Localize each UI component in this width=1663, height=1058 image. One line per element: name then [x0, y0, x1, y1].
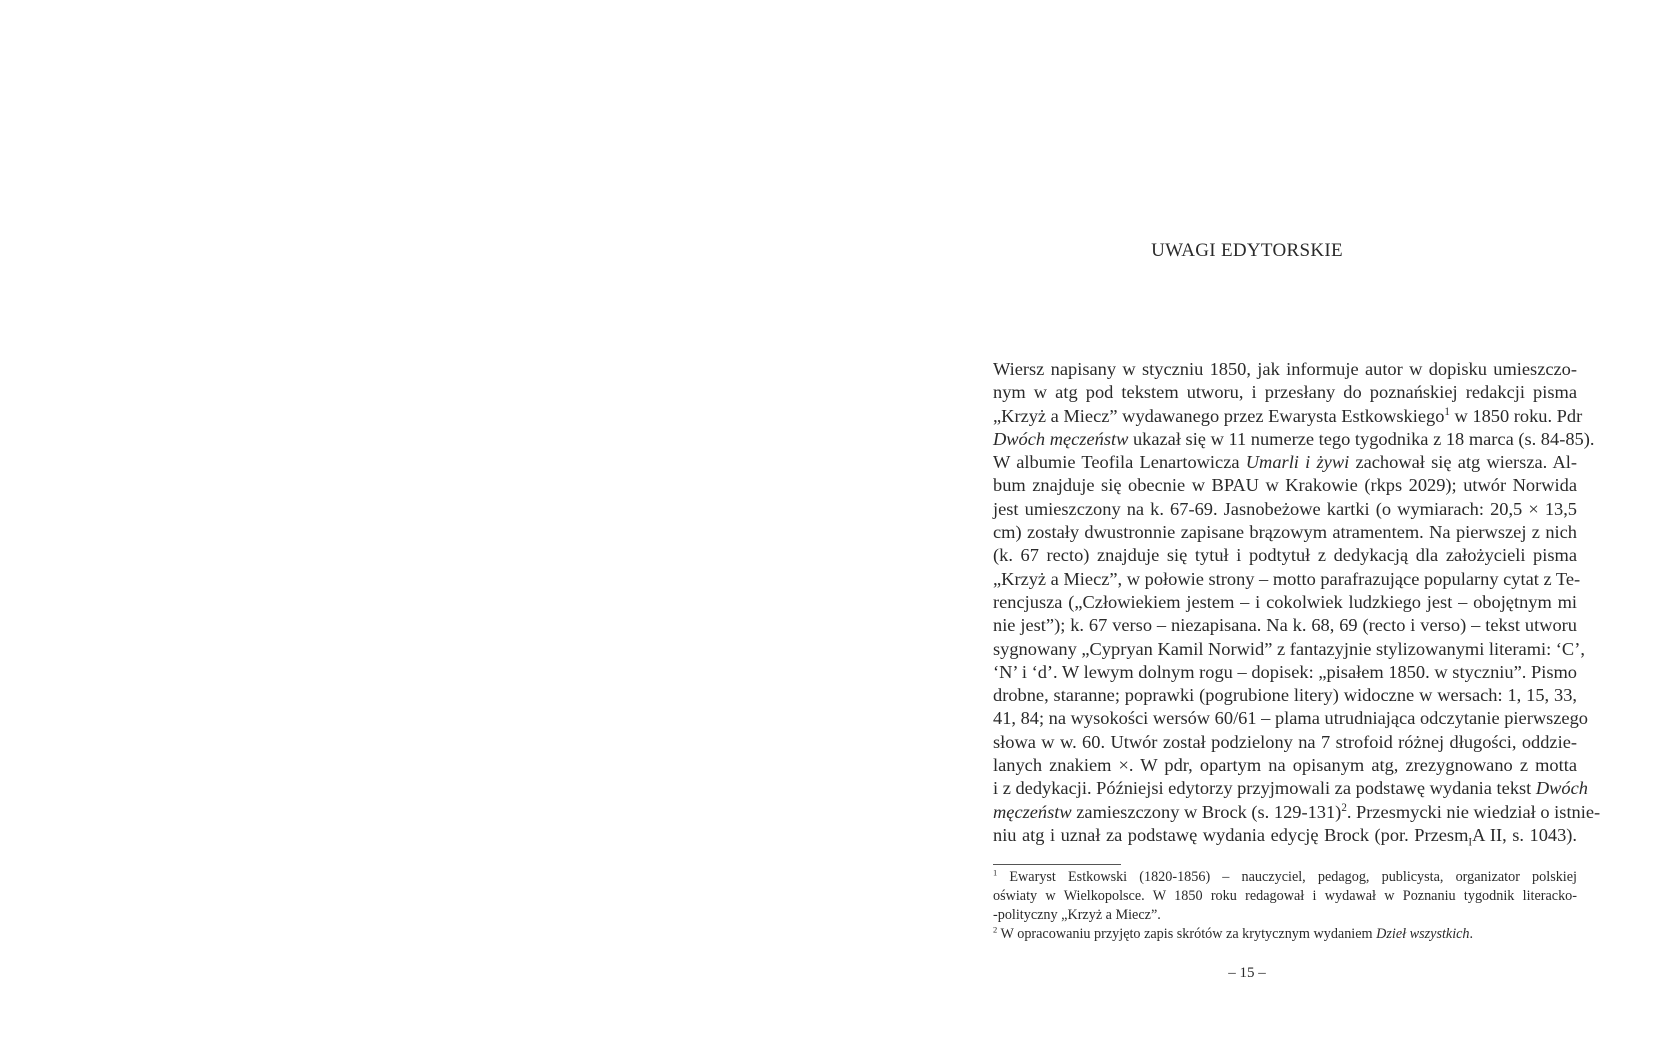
body-line [993, 568, 1581, 591]
body-line [993, 801, 1601, 824]
footnote-line [993, 925, 1577, 944]
text-run: zamieszczony w Brock (s. 129-131) [1071, 801, 1342, 822]
footnote-marker: 2 [993, 924, 998, 935]
italic-title: Dzieł wszystkich [1376, 926, 1470, 942]
body-line [993, 428, 1595, 451]
text-run: słowa w w. 60. Utwór został podzielony na 7 strofoid różnej długości, oddzie- [993, 731, 1577, 752]
body-line [993, 498, 1577, 521]
footnote-line [993, 906, 1577, 925]
italic-title: Umarli i żywi [1245, 452, 1350, 473]
body-line [993, 521, 1577, 544]
text-run: niu atg i uznał za podstawę wydania edycję Brock (por. Przesm [993, 824, 1469, 845]
text-run: nym w atg pod tekstem utworu, i przesłany do poznańskiej redakcji pisma [993, 382, 1577, 403]
text-run: sygnowany „Cypryan Kamil Norwid” z fantazyjnie stylizowanymi literami: ‘C’, [993, 638, 1585, 659]
page-number: – 15 – [1228, 965, 1266, 981]
text-run: lanych znakiem ×. W pdr, opartym na opisanym atg, zrezygnowano z motta [993, 755, 1577, 776]
footnote-marker: 2 [1341, 801, 1347, 814]
body-line [993, 358, 1577, 381]
footnote-marker: 1 [1444, 405, 1450, 418]
body-line [993, 684, 1577, 707]
italic-title: Dwóch męczeństw [993, 428, 1129, 449]
body-line [993, 824, 1577, 847]
body-paragraph [993, 358, 1601, 849]
body-line [993, 474, 1577, 497]
body-line [993, 451, 1577, 474]
left-page-blank [0, 0, 831, 1058]
text-run: Ewaryst Estkowski (1820-1856) – nauczyciel, pedagog, publicysta, organizator polskiej [997, 869, 1577, 885]
subscript: I [1468, 836, 1473, 849]
text-run: cm) zostały dwustronnie zapisane brązowym atramentem. Na pierwszej z nich [993, 522, 1577, 543]
footnotes [993, 868, 1577, 944]
text-run: jest umieszczony na k. 67-69. Jasnobeżowe kartki (o wymiarach: 20,5 × 13,5 [993, 498, 1577, 519]
text-run: i z dedykacji. Późniejsi edytorzy przyjmowali za podstawę wydania tekst [993, 778, 1536, 799]
text-run: Wiersz napisany w styczniu 1850, jak informuje autor w dopisku umieszczo- [993, 359, 1577, 379]
text-run: oświaty w Wielkopolsce. W 1850 roku redagował i wydawał w Poznaniu tygodnik literacko- [993, 888, 1577, 904]
text-run: „Krzyż a Miecz”, w połowie strony – motto parafrazujące popularny cytat z Te- [993, 568, 1581, 589]
section-heading: UWAGI EDYTORSKIE [1151, 240, 1343, 261]
body-line [993, 731, 1577, 754]
body-line [993, 381, 1577, 404]
body-line [993, 544, 1577, 567]
text-run: ‘N’ i ‘d’. W lewym dolnym rogu – dopisek: „pisałem 1850. w styczniu”. Pismo [993, 661, 1577, 682]
body-line [993, 754, 1577, 777]
text-run: W opracowaniu przyjęto zapis skrótów za krytycznym wydaniem [997, 926, 1377, 942]
footnote-line [993, 887, 1577, 906]
text-run: nie jest”); k. 67 verso – niezapisana. Na k. 68, 69 (recto i verso) – tekst utworu [993, 615, 1577, 636]
footnote-line [993, 868, 1577, 887]
body-line [993, 777, 1588, 800]
text-run: 41, 84; na wysokości wersów 60/61 – plama utrudniająca odczytanie pierwszego [993, 708, 1588, 729]
body-line [993, 591, 1577, 614]
text-run: drobne, staranne; poprawki (pogrubione litery) widoczne w wersach: 1, 15, 33, [993, 685, 1577, 706]
text-run: (k. 67 recto) znajduje się tytuł i podtytuł z dedykacją dla założycieli pisma [993, 545, 1577, 566]
italic-title: męczeństw [993, 801, 1072, 822]
italic-title: Dwóch [1535, 778, 1588, 799]
body-line [993, 661, 1577, 684]
text-run: . Przesmycki nie wiedział o istnie- [1346, 801, 1601, 822]
text-run: zachował się atg wiersza. Al- [1349, 452, 1577, 473]
text-run: bum znajduje się obecnie w BPAU w Krakowie (rkps 2029); utwór Norwida [993, 475, 1577, 496]
text-run: ukazał się w 11 numerze tego tygodnika z 18 marca (s. 84-85). [1128, 428, 1595, 449]
text-run: . [1469, 926, 1474, 942]
text-run: W albumie Teofila Lenartowicza [993, 452, 1246, 473]
text-run: rencjusza („Człowiekiem jestem – i cokolwiek ludzkiego jest – obojętnym mi [993, 591, 1577, 612]
body-line [993, 638, 1585, 661]
right-page [831, 0, 1663, 1058]
body-line [993, 707, 1588, 730]
text-run: „Krzyż a Miecz” wydawanego przez Ewarysta Estkowskiego [993, 405, 1445, 426]
text-run: A II, s. 1043). [1472, 824, 1577, 845]
footnote-separator [993, 864, 1121, 865]
body-line [993, 405, 1583, 428]
text-run: -polityczny „Krzyż a Miecz”. [993, 907, 1161, 923]
body-line [993, 614, 1577, 637]
text-run: w 1850 roku. Pdr [1449, 405, 1583, 426]
footnote-marker: 1 [993, 867, 998, 878]
